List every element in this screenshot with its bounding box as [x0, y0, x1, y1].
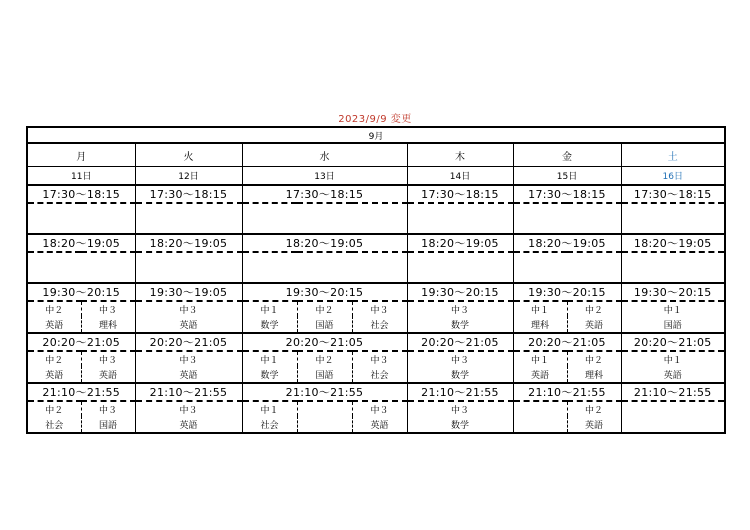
empty-slot-cell — [242, 203, 407, 234]
subject-cell — [621, 416, 725, 433]
time-slot-row — [27, 234, 725, 252]
empty-slot-cell — [407, 203, 513, 234]
schedule-table — [26, 126, 726, 434]
time-slot: 20:20～21:05 — [621, 333, 725, 351]
subject-cell: 英語 — [27, 316, 81, 333]
grade-cell: 中３ — [135, 301, 242, 316]
date-header: 14日 — [407, 167, 513, 186]
time-slot: 21:10～21:55 — [27, 383, 135, 401]
subject-cell: 国語 — [297, 366, 352, 383]
grade-cell: 中１ — [621, 301, 725, 316]
time-slot: 20:20～21:05 — [27, 333, 135, 351]
grade-cell — [621, 401, 725, 416]
grade-cell: 中３ — [352, 351, 407, 366]
grade-cell: 中１ — [242, 301, 297, 316]
time-slot-row — [27, 283, 725, 301]
time-slot: 17:30～18:15 — [513, 185, 621, 203]
date-header: 15日 — [513, 167, 621, 186]
subject-cell: 社会 — [352, 366, 407, 383]
subject-cell: 理科 — [81, 316, 135, 333]
subject-cell: 社会 — [45, 420, 64, 431]
subject-cell: 英語 — [135, 366, 242, 383]
time-slot-row — [27, 185, 725, 203]
grade-cell: 中１ — [242, 401, 297, 416]
date-row — [27, 167, 725, 186]
time-slot: 19:30～20:15 — [621, 283, 725, 301]
subject-cell: 英語 — [567, 316, 621, 333]
subject-cell: 英語 — [513, 366, 567, 383]
time-slot: 19:30～20:15 — [242, 283, 407, 301]
empty-slot-cell — [621, 252, 725, 283]
subject-cell: 数学 — [242, 366, 297, 383]
grade-cell: 中３ — [135, 351, 242, 366]
weekday-row — [27, 143, 725, 167]
subject-cell: 国語 — [81, 416, 135, 433]
grade-cell — [513, 401, 567, 416]
subject-cell: 数学 — [242, 316, 297, 333]
time-slot: 17:30～18:15 — [27, 185, 135, 203]
grade-cell: 中３ — [81, 351, 135, 366]
date-header: 13日 — [242, 167, 407, 186]
time-slot: 20:20～21:05 — [242, 333, 407, 351]
grade-cell: 中１ — [513, 301, 567, 316]
time-slot: 18:20～19:05 — [135, 234, 242, 252]
grade-cell: 中１ — [242, 351, 297, 366]
time-slot: 20:20～21:05 — [513, 333, 621, 351]
grade-cell: 中３ — [135, 401, 242, 416]
empty-slot-row — [27, 252, 725, 283]
time-slot: 21:10～21:55 — [621, 383, 725, 401]
grade-cell: 中３ — [81, 301, 135, 316]
weekday-header: 火 — [135, 143, 242, 167]
time-slot-row — [27, 333, 725, 351]
grade-cell: 中３ — [352, 301, 407, 316]
time-slot: 18:20～19:05 — [513, 234, 621, 252]
grade-cell: 中３ — [352, 401, 407, 416]
time-slot: 21:10～21:55 — [407, 383, 513, 401]
time-slot: 17:30～18:15 — [242, 185, 407, 203]
subject-cell: 理科 — [567, 366, 621, 383]
time-slot: 19:30～20:15 — [407, 283, 513, 301]
grade-cell: 中２ — [567, 401, 621, 416]
grade-cell: 中２ — [45, 355, 64, 366]
subject-cell: 英語 — [81, 366, 135, 383]
date-header: 12日 — [135, 167, 242, 186]
empty-slot-cell — [242, 252, 407, 283]
subject-cell: 英語 — [135, 316, 242, 333]
grade-cell: 中２ — [45, 405, 64, 416]
date-header: 16日 — [621, 167, 725, 186]
weekday-header: 金 — [513, 143, 621, 167]
empty-slot-cell — [135, 252, 242, 283]
grade-cell: 中３ — [407, 351, 513, 366]
time-slot: 17:30～18:15 — [135, 185, 242, 203]
weekday-header: 土 — [621, 143, 725, 167]
time-slot-row — [27, 383, 725, 401]
time-slot: 18:20～19:05 — [407, 234, 513, 252]
grade-cell: 中２ — [567, 351, 621, 366]
subject-row — [27, 366, 725, 383]
time-slot: 17:30～18:15 — [407, 185, 513, 203]
time-slot: 18:20～19:05 — [621, 234, 725, 252]
subject-cell: 英語 — [352, 416, 407, 433]
subject-cell — [513, 416, 567, 433]
weekday-header: 水 — [242, 143, 407, 167]
subject-cell: 数学 — [407, 416, 513, 433]
subject-cell — [297, 416, 352, 433]
subject-cell: 英語 — [27, 366, 81, 383]
subject-cell: 社会 — [352, 316, 407, 333]
time-slot: 17:30～18:15 — [621, 185, 725, 203]
empty-slot-cell — [513, 203, 621, 234]
time-slot: 21:10～21:55 — [513, 383, 621, 401]
empty-slot-cell — [27, 252, 135, 283]
grade-row — [27, 301, 725, 316]
grade-cell: 中３ — [81, 401, 135, 416]
grade-cell: 中３ — [407, 301, 513, 316]
subject-cell: 数学 — [407, 316, 513, 333]
subject-cell: 英語 — [621, 366, 725, 383]
subject-row — [27, 316, 725, 333]
grade-cell: 中２ — [297, 351, 352, 366]
time-slot: 18:20～19:05 — [27, 234, 135, 252]
time-slot: 21:10～21:55 — [135, 383, 242, 401]
empty-slot-cell — [407, 252, 513, 283]
date-header: 11日 — [27, 167, 135, 186]
empty-slot-row — [27, 203, 725, 234]
empty-slot-cell — [135, 203, 242, 234]
subject-cell: 理科 — [513, 316, 567, 333]
grade-row — [27, 401, 725, 416]
time-slot: 19:30～19:05 — [135, 283, 242, 301]
subject-cell: 国語 — [297, 316, 352, 333]
subject-cell: 英語 — [135, 416, 242, 433]
subject-cell: 数学 — [407, 366, 513, 383]
month-row — [27, 127, 725, 143]
weekday-header: 月 — [27, 143, 135, 167]
time-slot: 21:10～21:55 — [242, 383, 407, 401]
grade-cell — [297, 401, 352, 416]
subject-cell: 英語 — [567, 416, 621, 433]
grade-cell: 中２ — [567, 301, 621, 316]
subject-cell: 国語 — [621, 316, 725, 333]
time-slot: 19:30～20:15 — [27, 283, 135, 301]
weekday-header: 木 — [407, 143, 513, 167]
time-slot: 18:20～19:05 — [242, 234, 407, 252]
grade-cell: 中３ — [407, 401, 513, 416]
subject-row — [27, 416, 725, 433]
time-slot: 20:20～21:05 — [135, 333, 242, 351]
grade-cell: 中１ — [513, 351, 567, 366]
time-slot: 19:30～20:15 — [513, 283, 621, 301]
empty-slot-cell — [621, 203, 725, 234]
grade-row — [27, 351, 725, 366]
month-label: 9月 — [27, 127, 725, 143]
empty-slot-cell — [513, 252, 621, 283]
revision-notice: 2023/9/9 変更 — [338, 114, 412, 125]
subject-cell: 社会 — [242, 416, 297, 433]
grade-cell: 中２ — [297, 301, 352, 316]
empty-slot-cell — [27, 203, 135, 234]
time-slot: 20:20～21:05 — [407, 333, 513, 351]
grade-cell: 中２ — [45, 305, 64, 316]
grade-cell: 中１ — [621, 351, 725, 366]
